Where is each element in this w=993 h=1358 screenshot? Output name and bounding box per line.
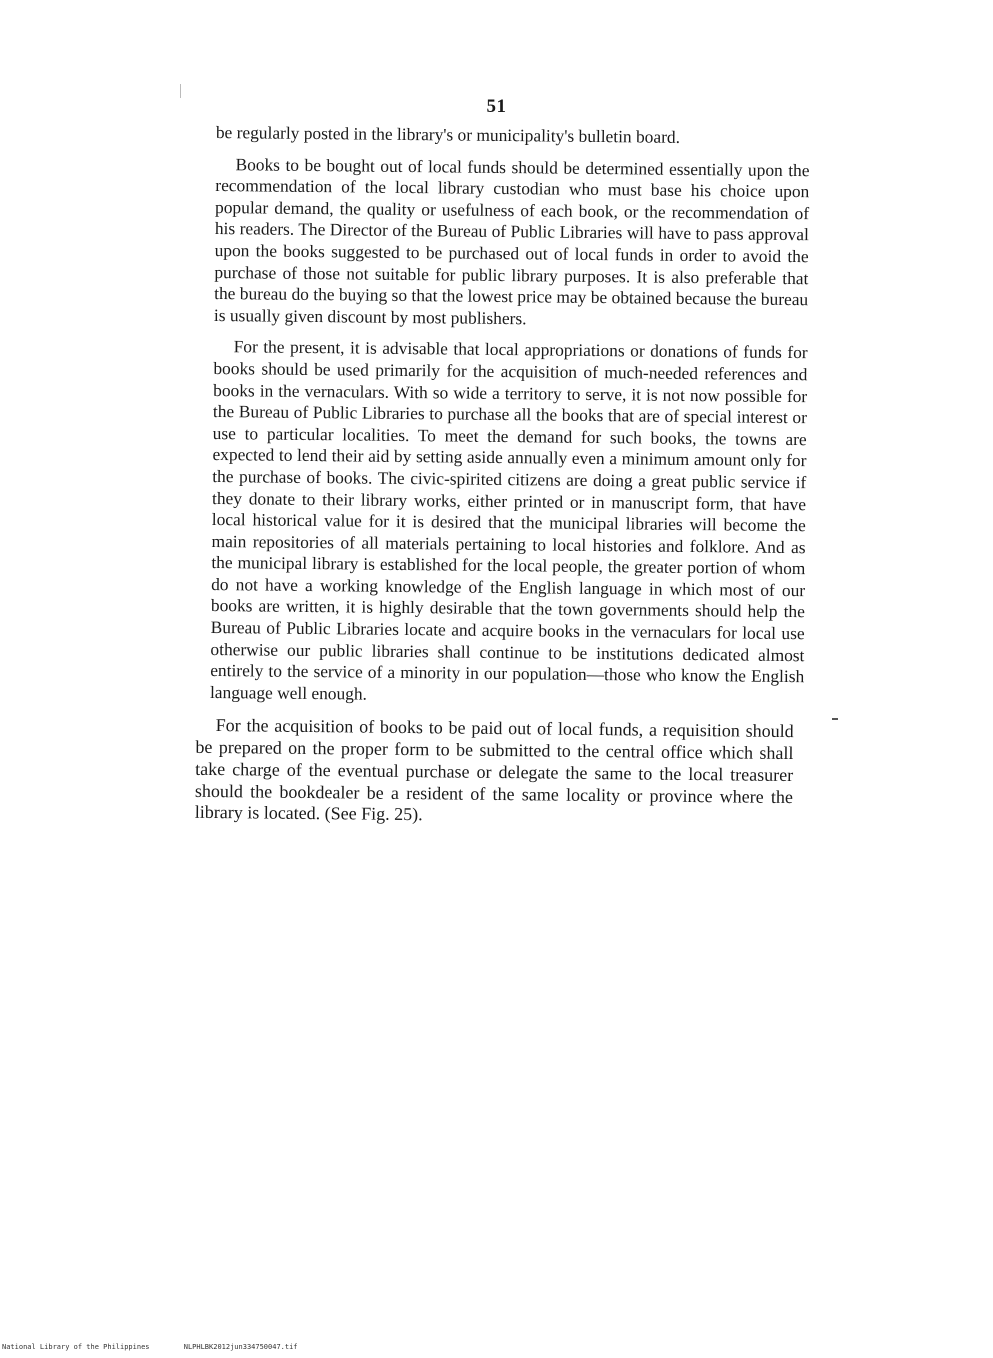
- footer-institution: National Library of the Philippines: [2, 1343, 150, 1351]
- footer-file-id: NLPHLBK2012jun334750047.tif: [183, 1343, 298, 1351]
- paragraph-local-appropriations: For the present, it is advisable that local appropriations or donations of funds for books should be used primarily for the acquisition of much-needed references and books in the vernaculars. With so wide a territory to serve, it is not now possible for the Bureau of Public Libraries to purchase all the books that are of special interest or use to particular localities. To meet the demand for such books, the towns are expected to lend their aid by setting aside annually even a minimum amount only for the purchase of books. The civic-spirited citizens are doing a great public service if they donate to their library works, either printed or in manuscript form, that have local historical value for it is desired that the municipal libraries will become the main repositories of all materials pertaining to local histories and folklore. And as the municipal library is established for the local people, the greater portion of whom do not have a working knowledge of the English language in which most of our books are written, it is highly desirable that the town governments should help the Bureau of Public Libraries locate and acquire books in the vernaculars for local use otherwise our public libraries shall continue to be institutions dedicated almost entirely to the service of a minority in our population—those who know the English language well enough.: [209, 336, 808, 704]
- paragraph-book-selection: Books to be bought out of local funds should be determined essentially upon the recommendation of the local library custodian who must base his choice upon popular demand, the quality or usefulness of each book, or the recommendation of his readers. The Director of the Bureau of Public Libraries will have to pass approval upon the books suggested to be purchased out of local funds in order to avoid the purchase of those not suitable for public library purposes. It is also preferable that the bureau do the buying so that the lowest price may be obtained because the bureau is usually given discount by most publishers.: [213, 153, 810, 329]
- page-number: 51: [486, 96, 507, 117]
- scan-speck: [832, 718, 838, 720]
- paragraph-requisition: For the acquisition of books to be paid out of local funds, a requisition should be prepared on the proper form to be submitted to the central office which shall take charge of the eventual purchase or delegate the same to the local treasurer should the bookdealer be a resident of the same locality or province where the library is located. (See Fig. 25).: [194, 715, 794, 825]
- scan-speck: [180, 84, 181, 98]
- body-text: [194, 122, 810, 840]
- scan-footer: [2, 1343, 328, 1351]
- paragraph-continuation: be regularly posted in the library's or municipality's bulletin board.: [215, 122, 681, 147]
